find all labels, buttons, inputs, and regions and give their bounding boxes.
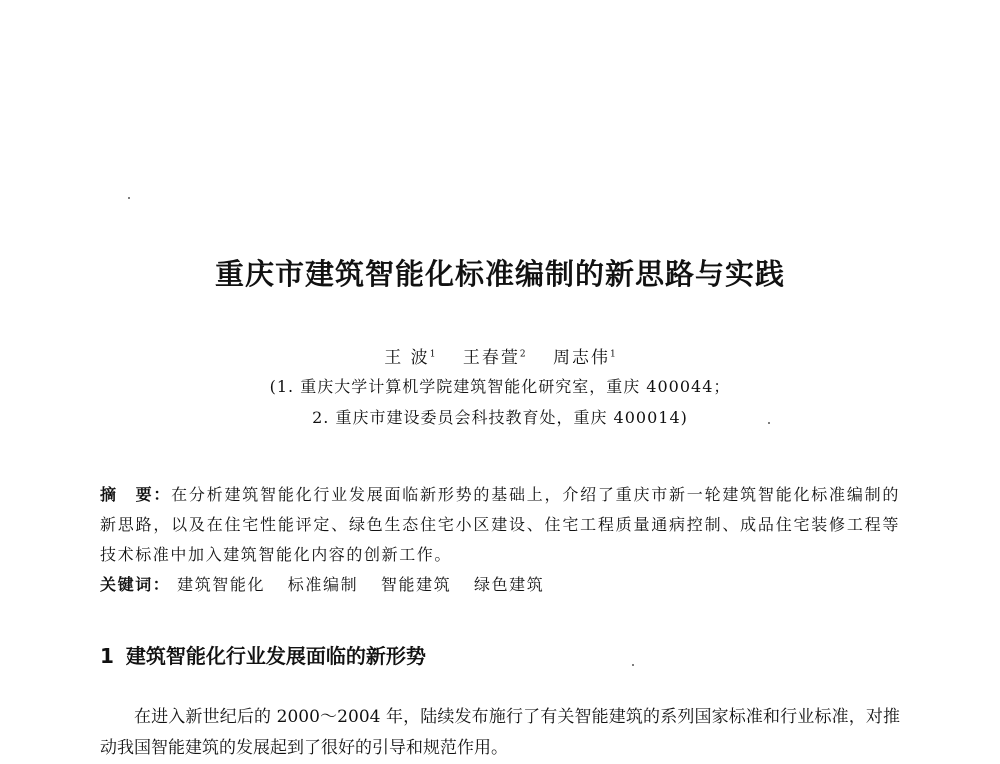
affiliation-line: (1. 重庆大学计算机学院建筑智能化研究室，重庆 400044； <box>269 377 731 396</box>
section-heading <box>100 640 426 669</box>
author-list <box>0 343 1000 368</box>
keywords <box>100 570 900 600</box>
keyword: 绿色建筑 <box>473 575 545 594</box>
keyword: 建筑智能化 <box>177 575 266 594</box>
author: 周志伟$^1$ <box>552 348 616 368</box>
abstract <box>100 480 900 570</box>
affiliation-line: 2. 重庆市建设委员会科技教育处，重庆 400014) <box>312 408 688 427</box>
author: 王春萱$^2$ <box>462 348 526 368</box>
author: 王 波$^1$ <box>384 348 436 368</box>
section-title: 建筑智能化行业发展面临的新形势 <box>125 644 426 668</box>
body-paragraph: 在进入新世纪后的 2000～2004 年，陆续发布施行了有关智能建筑的系列国家标准和行业标准，对推动我国智能建筑的发展起到了很好的引导和规范作用。 <box>100 707 900 758</box>
section-number: 1 <box>100 644 114 668</box>
keyword: 标准编制 <box>287 575 359 594</box>
scan-speck <box>128 197 130 199</box>
keywords-label: 关键词： <box>100 575 171 594</box>
paper-title: 重庆市建筑智能化标准编制的新思路与实践 <box>214 257 785 291</box>
abstract-label: 摘 要： <box>100 485 172 504</box>
abstract-text: 在分析建筑智能化行业发展面临新形势的基础上，介绍了重庆市新一轮建筑智能化标准编制的新思路，以及在住宅性能评定、绿色生态住宅小区建设、住宅工程质量通病控制、成品住宅装修工程等技术标准中加入建筑智能化内容的创新工作。 <box>100 485 901 564</box>
scan-speck <box>632 664 634 666</box>
keyword: 智能建筑 <box>380 575 452 594</box>
